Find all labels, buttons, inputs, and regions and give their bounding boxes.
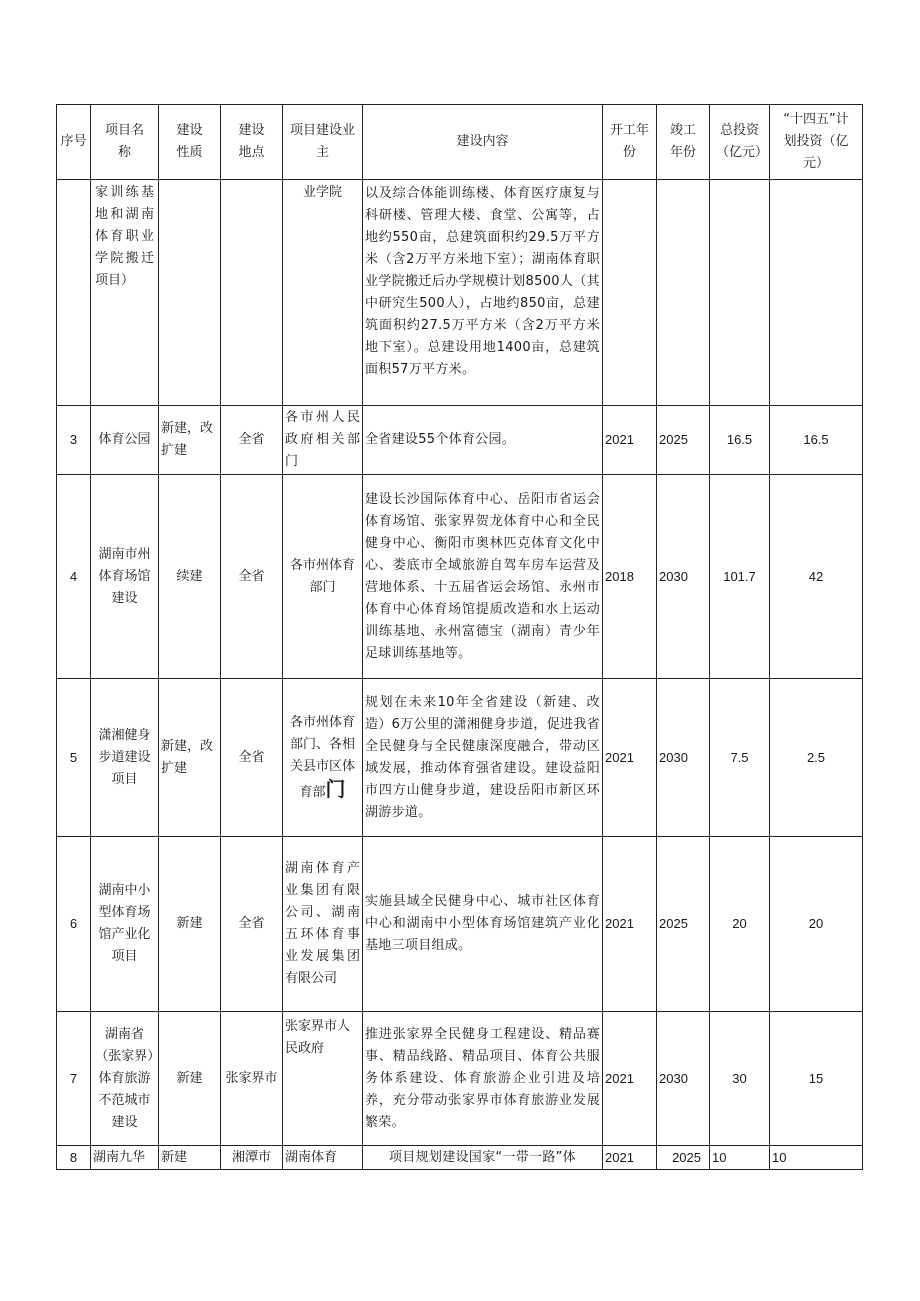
cell-location: 全省	[221, 679, 283, 837]
table-row	[57, 1012, 863, 1146]
cell-name: 体育公园	[91, 406, 159, 475]
owner-text: 各市州体育部门、各相关县市区体育部	[289, 714, 355, 800]
cell-total: 7.5	[710, 679, 770, 837]
header-total: 总投资（亿元）	[710, 105, 770, 180]
cell-end: 2030	[657, 475, 710, 679]
cell-content: 以及综合体能训练楼、体育医疗康复与科研楼、管理大楼、食堂、公寓等，占地约550亩，总建筑面积约29.5万平方米（含2万平方米地下室）；湖南体育职业学院搬迁后办学规模计划8500人（其中研究生500人），占地约850亩，总建筑面积约27.5万平方米（含2万平方米地下室）。总建设用地1400亩，总建筑面积57万平方米。	[363, 180, 603, 406]
cell-owner: 业学院	[283, 180, 363, 406]
cell-seq: 8	[57, 1146, 91, 1170]
cell-name: 湖南中小型体育场馆产业化项目	[91, 837, 159, 1012]
cell-location	[221, 180, 283, 406]
cell-total: 30	[710, 1012, 770, 1146]
cell-name: 家训练基地和湖南体育职业学院搬迁项目）	[91, 180, 159, 406]
table-row	[57, 837, 863, 1012]
header-seq: 序号	[57, 105, 91, 180]
cell-total	[710, 180, 770, 406]
cell-nature: 新建，改扩建	[159, 406, 221, 475]
cell-seq: 5	[57, 679, 91, 837]
cell-end: 2030	[657, 679, 710, 837]
cell-plan: 20	[770, 837, 863, 1012]
header-owner: 项目建设业主	[283, 105, 363, 180]
header-row	[57, 105, 863, 180]
cell-owner: 张家界市人民政府	[283, 1012, 363, 1146]
cell-owner: 各市州人民政府相关部门	[283, 406, 363, 475]
cell-start: 2021	[603, 406, 657, 475]
cell-content: 规划在未来10年全省建设（新建、改造）6万公里的潇湘健身步道，促进我省全民健身与全民健康深度融合，带动区域发展，推动体育强省建设。建设益阳市四方山健身步道，建设岳阳市新区环湖游步道。	[363, 679, 603, 837]
cell-name: 湖南市州体育场馆建设	[91, 475, 159, 679]
cell-nature: 续建	[159, 475, 221, 679]
cell-end: 2025	[657, 406, 710, 475]
cell-total: 10	[710, 1146, 770, 1170]
cell-end: 2030	[657, 1012, 710, 1146]
cell-content: 全省建设55个体育公园。	[363, 406, 603, 475]
cell-nature: 新建，改扩建	[159, 679, 221, 837]
cell-nature: 新建	[159, 837, 221, 1012]
cell-plan: 42	[770, 475, 863, 679]
cell-name: 湖南九华	[91, 1146, 159, 1170]
cell-start: 2018	[603, 475, 657, 679]
cell-total: 20	[710, 837, 770, 1012]
cell-owner: 湖南体育	[283, 1146, 363, 1170]
cell-start: 2021	[603, 837, 657, 1012]
header-location: 建设地点	[221, 105, 283, 180]
header-plan: “十四五”计划投资（亿元）	[770, 105, 863, 180]
cell-location: 湘潭市	[221, 1146, 283, 1170]
cell-name: 潇湘健身步道建设项目	[91, 679, 159, 837]
cell-seq: 6	[57, 837, 91, 1012]
cell-seq	[57, 180, 91, 406]
cell-location: 全省	[221, 475, 283, 679]
cell-content: 建设长沙国际体育中心、岳阳市省运会体育场馆、张家界贺龙体育中心和全民健身中心、衡阳市奥林匹克体育文化中心、娄底市全域旅游自驾车房车运营及营地体系、十五届省运会场馆、永州市体育中心体育场馆提质改造和水上运动训练基地、永州富德宝（湖南）青少年足球训练基地等。	[363, 475, 603, 679]
cell-plan: 16.5	[770, 406, 863, 475]
cell-nature: 新建	[159, 1012, 221, 1146]
table-row	[57, 406, 863, 475]
cell-start	[603, 180, 657, 406]
header-content: 建设内容	[363, 105, 603, 180]
cell-location: 全省	[221, 406, 283, 475]
cell-plan	[770, 180, 863, 406]
cell-content: 推进张家界全民健身工程建设、精品赛事、精品线路、精品项目、体育公共服务体系建设、体育旅游企业引进及培养，充分带动张家界市体育旅游业发展繁荣。	[363, 1012, 603, 1146]
table-row	[57, 475, 863, 679]
cell-seq: 7	[57, 1012, 91, 1146]
cell-content: 实施县域全民健身中心、城市社区体育中心和湖南中小型体育场馆建筑产业化基地三项目组成。	[363, 837, 603, 1012]
cell-plan: 2.5	[770, 679, 863, 837]
cell-end: 2025	[657, 837, 710, 1012]
cell-owner: 湖南体育产业集团有限公司、湖南五环体育事业发展集团有限公司	[283, 837, 363, 1012]
cell-location: 全省	[221, 837, 283, 1012]
cell-end: 2025	[657, 1146, 710, 1170]
cell-location: 张家界市	[221, 1012, 283, 1146]
cell-nature: 新建	[159, 1146, 221, 1170]
cell-plan: 10	[770, 1146, 863, 1170]
cell-end	[657, 180, 710, 406]
table-row	[57, 1146, 863, 1170]
cell-owner: 各市州体育部门	[283, 475, 363, 679]
header-nature: 建设性质	[159, 105, 221, 180]
table-row	[57, 180, 863, 406]
project-table	[56, 104, 863, 1170]
header-end: 竣工年份	[657, 105, 710, 180]
cell-seq: 4	[57, 475, 91, 679]
cell-start: 2021	[603, 1012, 657, 1146]
cell-name: 湖南省（张家界）体育旅游不范城市建设	[91, 1012, 159, 1146]
owner-tail: 门	[325, 776, 346, 801]
cell-start: 2021	[603, 1146, 657, 1170]
cell-start: 2021	[603, 679, 657, 837]
cell-plan: 15	[770, 1012, 863, 1146]
cell-nature	[159, 180, 221, 406]
cell-total: 101.7	[710, 475, 770, 679]
cell-owner	[283, 679, 363, 837]
header-start: 开工年份	[603, 105, 657, 180]
cell-seq: 3	[57, 406, 91, 475]
header-name: 项目名称	[91, 105, 159, 180]
table-row	[57, 679, 863, 837]
cell-content: 项目规划建设国家“一带一路”体	[363, 1146, 603, 1170]
cell-total: 16.5	[710, 406, 770, 475]
